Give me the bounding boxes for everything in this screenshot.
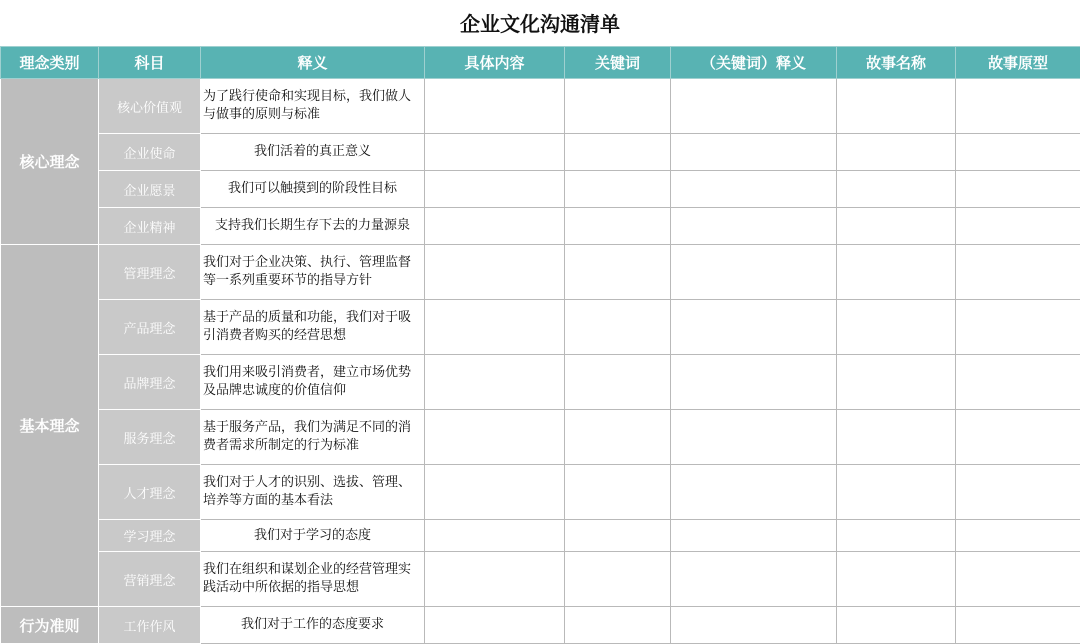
story-prototype-cell[interactable] [956, 410, 1080, 465]
keyword-cell[interactable] [565, 552, 671, 607]
definition-cell[interactable]: 基于服务产品，我们为满足不同的消费者需求所制定的行为标准 [201, 410, 425, 465]
story-prototype-cell[interactable] [956, 134, 1080, 171]
definition-cell[interactable]: 我们对于人才的识别、选拔、管理、培养等方面的基本看法 [201, 465, 425, 520]
content-cell[interactable] [425, 520, 565, 552]
definition-cell[interactable]: 支持我们长期生存下去的力量源泉 [201, 208, 425, 245]
keyword-definition-cell[interactable] [671, 465, 837, 520]
content-cell[interactable] [425, 208, 565, 245]
story-prototype-cell[interactable] [956, 607, 1080, 644]
table-row [1, 300, 1080, 355]
content-cell[interactable] [425, 300, 565, 355]
keyword-definition-cell[interactable] [671, 79, 837, 134]
table-row [1, 171, 1080, 208]
keyword-cell[interactable] [565, 79, 671, 134]
keyword-definition-cell[interactable] [671, 208, 837, 245]
story-prototype-cell[interactable] [956, 171, 1080, 208]
content-cell[interactable] [425, 245, 565, 300]
content-cell[interactable] [425, 134, 565, 171]
subject-cell: 品牌理念 [99, 355, 201, 410]
subject-cell: 学习理念 [99, 520, 201, 552]
header-story-prototype: 故事原型 [956, 47, 1080, 79]
definition-cell[interactable]: 基于产品的质量和功能，我们对于吸引消费者购买的经营思想 [201, 300, 425, 355]
keyword-cell[interactable] [565, 410, 671, 465]
keyword-cell[interactable] [565, 607, 671, 644]
table-row [1, 208, 1080, 245]
story-name-cell[interactable] [837, 134, 956, 171]
definition-cell[interactable]: 我们对于工作的态度要求 [201, 607, 425, 644]
story-prototype-cell[interactable] [956, 300, 1080, 355]
subject-cell: 工作作风 [99, 607, 201, 644]
keyword-definition-cell[interactable] [671, 300, 837, 355]
keyword-cell[interactable] [565, 465, 671, 520]
story-name-cell[interactable] [837, 465, 956, 520]
story-prototype-cell[interactable] [956, 465, 1080, 520]
keyword-definition-cell[interactable] [671, 410, 837, 465]
header-content: 具体内容 [425, 47, 565, 79]
table-row [1, 552, 1080, 607]
keyword-cell[interactable] [565, 245, 671, 300]
keyword-definition-cell[interactable] [671, 245, 837, 300]
table-row [1, 410, 1080, 465]
subject-cell: 核心价值观 [99, 79, 201, 134]
story-name-cell[interactable] [837, 171, 956, 208]
header-subject: 科目 [99, 47, 201, 79]
header-row [1, 47, 1080, 79]
story-name-cell[interactable] [837, 245, 956, 300]
story-name-cell[interactable] [837, 410, 956, 465]
subject-cell: 管理理念 [99, 245, 201, 300]
table-row [1, 245, 1080, 300]
story-name-cell[interactable] [837, 355, 956, 410]
keyword-cell[interactable] [565, 355, 671, 410]
subject-cell: 人才理念 [99, 465, 201, 520]
subject-cell: 产品理念 [99, 300, 201, 355]
story-name-cell[interactable] [837, 208, 956, 245]
subject-cell: 企业使命 [99, 134, 201, 171]
story-name-cell[interactable] [837, 300, 956, 355]
content-cell[interactable] [425, 355, 565, 410]
page-title: 企业文化沟通清单 [0, 8, 1080, 37]
story-name-cell[interactable] [837, 607, 956, 644]
definition-cell[interactable]: 我们可以触摸到的阶段性目标 [201, 171, 425, 208]
story-prototype-cell[interactable] [956, 355, 1080, 410]
keyword-cell[interactable] [565, 171, 671, 208]
definition-cell[interactable]: 我们对于企业决策、执行、管理监督等一系列重要环节的指导方针 [201, 245, 425, 300]
table-row [1, 79, 1080, 134]
story-prototype-cell[interactable] [956, 208, 1080, 245]
subject-cell: 企业精神 [99, 208, 201, 245]
keyword-cell[interactable] [565, 300, 671, 355]
header-keyword-definition: （关键词）释义 [671, 47, 837, 79]
content-cell[interactable] [425, 465, 565, 520]
header-story-name: 故事名称 [837, 47, 956, 79]
category-behavior: 行为准则 [1, 607, 99, 644]
table-row [1, 607, 1080, 644]
keyword-definition-cell[interactable] [671, 552, 837, 607]
story-name-cell[interactable] [837, 520, 956, 552]
definition-cell[interactable]: 我们对于学习的态度 [201, 520, 425, 552]
keyword-definition-cell[interactable] [671, 607, 837, 644]
table-row [1, 520, 1080, 552]
table-row [1, 355, 1080, 410]
subject-cell: 服务理念 [99, 410, 201, 465]
header-keyword: 关键词 [565, 47, 671, 79]
definition-cell[interactable]: 我们在组织和谋划企业的经营管理实践活动中所依据的指导思想 [201, 552, 425, 607]
keyword-cell[interactable] [565, 134, 671, 171]
content-cell[interactable] [425, 79, 565, 134]
culture-table [0, 46, 1080, 644]
keyword-definition-cell[interactable] [671, 355, 837, 410]
keyword-definition-cell[interactable] [671, 171, 837, 208]
definition-cell[interactable]: 我们用来吸引消费者，建立市场优势及品牌忠诚度的价值信仰 [201, 355, 425, 410]
keyword-definition-cell[interactable] [671, 520, 837, 552]
story-prototype-cell[interactable] [956, 79, 1080, 134]
header-definition: 释义 [201, 47, 425, 79]
table-row [1, 465, 1080, 520]
content-cell[interactable] [425, 410, 565, 465]
category-core: 核心理念 [1, 79, 99, 245]
header-category: 理念类别 [1, 47, 99, 79]
definition-cell[interactable]: 为了践行使命和实现目标，我们做人与做事的原则与标准 [201, 79, 425, 134]
definition-cell[interactable]: 我们活着的真正意义 [201, 134, 425, 171]
subject-cell: 营销理念 [99, 552, 201, 607]
content-cell[interactable] [425, 552, 565, 607]
keyword-cell[interactable] [565, 520, 671, 552]
keyword-definition-cell[interactable] [671, 134, 837, 171]
category-basic: 基本理念 [1, 245, 99, 607]
table-row [1, 134, 1080, 171]
story-name-cell[interactable] [837, 552, 956, 607]
story-prototype-cell[interactable] [956, 245, 1080, 300]
story-prototype-cell[interactable] [956, 520, 1080, 552]
story-name-cell[interactable] [837, 79, 956, 134]
content-cell[interactable] [425, 607, 565, 644]
subject-cell: 企业愿景 [99, 171, 201, 208]
keyword-cell[interactable] [565, 208, 671, 245]
story-prototype-cell[interactable] [956, 552, 1080, 607]
content-cell[interactable] [425, 171, 565, 208]
